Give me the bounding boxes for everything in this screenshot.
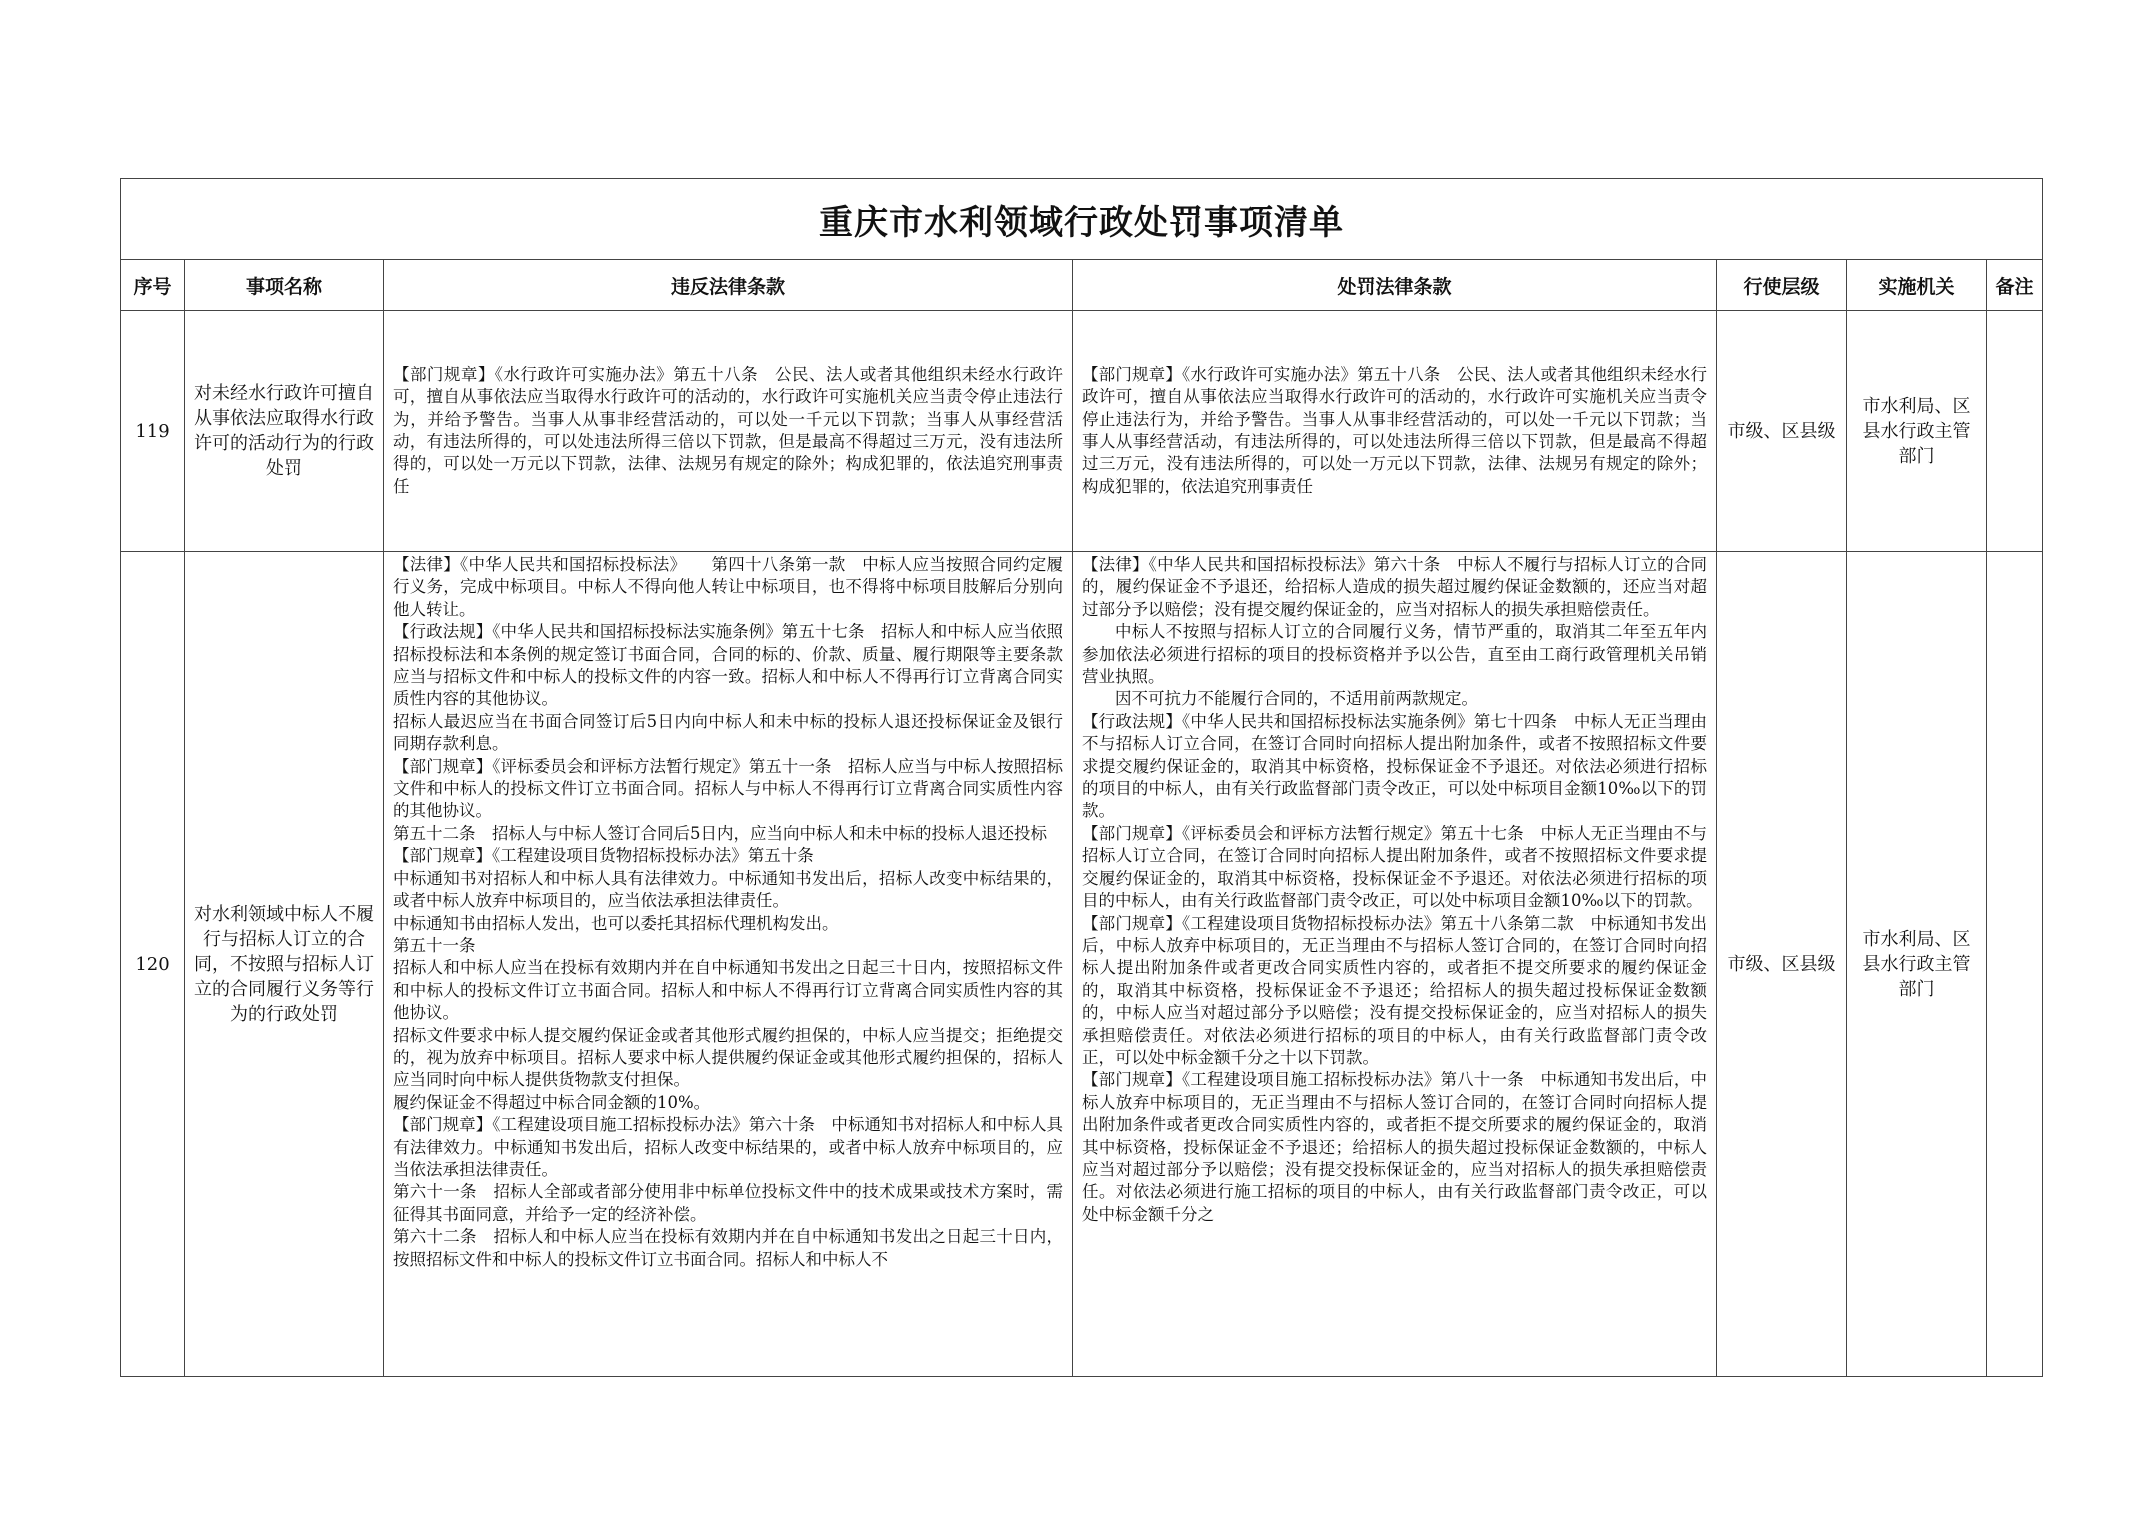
law-paragraph: 【部门规章】《评标委员会和评标方法暂行规定》第五十一条 招标人应当与中标人按照招标文件和中标人的投标文件订立书面合同。招标人与中标人不得再行订立背离合同实质性内容的其他协议。 bbox=[393, 756, 1063, 821]
law-paragraph: 第五十一条 bbox=[393, 935, 476, 955]
document-page bbox=[120, 178, 2042, 1368]
row-name: 对水利领域中标人不履行与招标人订立的合同，不按照与招标人订立的合同履行义务等行为的行政处罚 bbox=[185, 552, 384, 1377]
law-paragraph: 【部门规章】《工程建设项目货物招标投标办法》第五十条 bbox=[393, 846, 814, 866]
law-paragraph: 【部门规章】《评标委员会和评标方法暂行规定》第五十七条 中标人无正当理由不与招标人订立合同，在签订合同时向招标人提出附加条件，或者不按照招标文件要求提交履约保证金的，取消其中标资格，投标保证金不予退还。对依法必须进行招标的项目的中标人，由有关行政监督部门责令改正，可以处中标项目金额10‰以下的罚款。 bbox=[1082, 823, 1707, 911]
law-paragraph: 【部门规章】《工程建设项目施工招标投标办法》第八十一条 中标通知书发出后，中标人放弃中标项目的，无正当理由不与招标人签订合同的，在签订合同时向招标人提出附加条件或者更改合同实质性内容的，或者拒不提交所要求的履约保证金的，取消其中标资格，投标保证金不予退还；给招标人的损失超过投标保证金数额的，中标人应当对超过部分予以赔偿；没有提交投标保证金的，应当对招标人的损失承担赔偿责任。对依法必须进行施工招标的项目的中标人，由有关行政监督部门责令改正，可以处中标金额千分之 bbox=[1082, 1070, 1707, 1224]
law-paragraph: 中标通知书对招标人和中标人具有法律效力。中标通知书发出后，招标人改变中标结果的，或者中标人放弃中标项目的，应当依法承担法律责任。 bbox=[393, 868, 1063, 911]
row-agency: 市水利局、区县水行政主管部门 bbox=[1847, 311, 1987, 552]
law-paragraph: 【行政法规】《中华人民共和国招标投标法实施条例》第七十四条 中标人无正当理由不与招标人订立合同，在签订合同时向招标人提出附加条件，或者不按照招标文件要求提交履约保证金的，取消其中标资格，投标保证金不予退还。对依法必须进行招标的项目的中标人，由有关行政监督部门责令改正，可以处中标项目金额10‰以下的罚款。 bbox=[1082, 711, 1707, 821]
row-remark bbox=[1987, 311, 2043, 552]
row-name: 对未经水行政许可擅自从事依法应取得水行政许可的活动行为的行政处罚 bbox=[185, 311, 384, 552]
law-paragraph: 【部门规章】《水行政许可实施办法》第五十八条 公民、法人或者其他组织未经水行政许可，擅自从事依法应当取得水行政许可的活动的，水行政许可实施机关应当责令停止违法行为，并给予警告。当事人从事非经营活动的，可以处一千元以下罚款；当事人从事经营活动，有违法所得的，可以处违法所得三倍以下罚款，但是最高不得超过三万元，没有违法所得的，可以处一万元以下罚款，法律、法规另有规定的除外；构成犯罪的，依法追究刑事责任 bbox=[393, 364, 1063, 496]
row-remark bbox=[1987, 552, 2043, 1377]
law-paragraph: 第六十一条 招标人全部或者部分使用非中标单位投标文件中的技术成果或技术方案时，需征得其书面同意，并给予一定的经济补偿。 bbox=[393, 1182, 1063, 1224]
law-paragraph: 因不可抗力不能履行合同的，不适用前两款规定。 bbox=[1115, 689, 1478, 709]
row-level: 市级、区县级 bbox=[1717, 311, 1847, 552]
law-paragraph: 招标人和中标人应当在投标有效期内并在自中标通知书发出之日起三十日内，按照招标文件和中标人的投标文件订立书面合同。招标人和中标人不得再行订立背离合同实质性内容的其他协议。 bbox=[393, 958, 1063, 1023]
row-penalty bbox=[1073, 311, 1717, 552]
document-title: 重庆市水利领域行政处罚事项清单 bbox=[121, 179, 2043, 260]
header-remark: 备注 bbox=[1987, 260, 2043, 311]
row-penalty bbox=[1073, 552, 1717, 1377]
row-violation bbox=[384, 552, 1073, 1377]
law-paragraph: 【法律】《中华人民共和国招标投标法》第六十条 中标人不履行与招标人订立的合同的，履约保证金不予退还，给招标人造成的损失超过履约保证金数额的，还应当对超过部分予以赔偿；没有提交履约保证金的，应当对招标人的损失承担赔偿责任。 bbox=[1082, 555, 1707, 619]
header-level: 行使层级 bbox=[1717, 260, 1847, 311]
law-paragraph: 第五十二条 招标人与中标人签订合同后5日内，应当向中标人和未中标的投标人退还投标 bbox=[393, 823, 1047, 843]
law-paragraph: 【部门规章】《工程建设项目货物招标投标办法》第五十八条第二款 中标通知书发出后，中标人放弃中标项目的，无正当理由不与招标人签订合同的，在签订合同时向招标人提出附加条件或者更改合同实质性内容的，或者拒不提交所要求的履约保证金的，取消其中标资格，投标保证金不予退还；给招标人的损失超过投标保证金数额的，中标人应当对超过部分予以赔偿；没有提交投标保证金的，应当对招标人的损失承担赔偿责任。对依法必须进行招标的项目的中标人，由有关行政监督部门责令改正，可以处中标金额千分之十以下罚款。 bbox=[1082, 913, 1707, 1067]
header-agency: 实施机关 bbox=[1847, 260, 1987, 311]
row-seq: 120 bbox=[121, 552, 185, 1377]
table-header-row bbox=[121, 260, 2043, 311]
row-violation bbox=[384, 311, 1073, 552]
law-paragraph: 招标人最迟应当在书面合同签订后5日内向中标人和未中标的投标人退还投标保证金及银行同期存款利息。 bbox=[393, 711, 1063, 754]
row-seq: 119 bbox=[121, 311, 185, 552]
law-paragraph: 【部门规章】《工程建设项目施工招标投标办法》第六十条 中标通知书对招标人和中标人具有法律效力。中标通知书发出后，招标人改变中标结果的，或者中标人放弃中标项目的，应当依法承担法律责任。 bbox=[393, 1115, 1063, 1179]
row-agency: 市水利局、区县水行政主管部门 bbox=[1847, 552, 1987, 1377]
law-paragraph: 招标文件要求中标人提交履约保证金或者其他形式履约担保的，中标人应当提交；拒绝提交的，视为放弃中标项目。招标人要求中标人提供履约保证金或其他形式履约担保的，招标人应当同时向中标人提供货物款支付担保。 bbox=[393, 1025, 1063, 1090]
law-paragraph: 【部门规章】《水行政许可实施办法》第五十八条 公民、法人或者其他组织未经水行政许可，擅自从事依法应当取得水行政许可的活动的，水行政许可实施机关应当责令停止违法行为，并给予警告。当事人从事非经营活动的，可以处一千元以下罚款；当事人从事经营活动，有违法所得的，可以处违法所得三倍以下罚款，但是最高不得超过三万元，没有违法所得的，可以处一万元以下罚款，法律、法规另有规定的除外；构成犯罪的，依法追究刑事责任 bbox=[1082, 364, 1707, 496]
header-name: 事项名称 bbox=[185, 260, 384, 311]
table-row bbox=[121, 552, 2043, 1377]
law-paragraph: 第六十二条 招标人和中标人应当在投标有效期内并在自中标通知书发出之日起三十日内，按照招标文件和中标人的投标文件订立书面合同。招标人和中标人不 bbox=[393, 1227, 1063, 1269]
header-violation: 违反法律条款 bbox=[384, 260, 1073, 311]
header-seq: 序号 bbox=[121, 260, 185, 311]
penalty-list-table bbox=[120, 178, 2043, 1377]
header-penalty: 处罚法律条款 bbox=[1073, 260, 1717, 311]
law-paragraph: 【行政法规】《中华人民共和国招标投标法实施条例》第五十七条 招标人和中标人应当依照招标投标法和本条例的规定签订书面合同，合同的标的、价款、质量、履行期限等主要条款应当与招标文件和中标人的投标文件的内容一致。招标人和中标人不得再行订立背离合同实质性内容的其他协议。 bbox=[393, 622, 1063, 709]
law-paragraph: 中标人不按照与招标人订立的合同履行义务，情节严重的，取消其二年至五年内参加依法必须进行招标的项目的投标资格并予以公告，直至由工商行政管理机关吊销营业执照。 bbox=[1082, 622, 1707, 687]
law-paragraph: 履约保证金不得超过中标合同金额的10%。 bbox=[393, 1092, 711, 1112]
law-paragraph: 【法律】《中华人民共和国招标投标法》 第四十八条第一款 中标人应当按照合同约定履行义务，完成中标项目。中标人不得向他人转让中标项目，也不得将中标项目肢解后分别向他人转让。 bbox=[393, 555, 1063, 619]
row-level: 市级、区县级 bbox=[1717, 552, 1847, 1377]
law-paragraph: 中标通知书由招标人发出，也可以委托其招标代理机构发出。 bbox=[393, 913, 839, 933]
table-row bbox=[121, 311, 2043, 552]
